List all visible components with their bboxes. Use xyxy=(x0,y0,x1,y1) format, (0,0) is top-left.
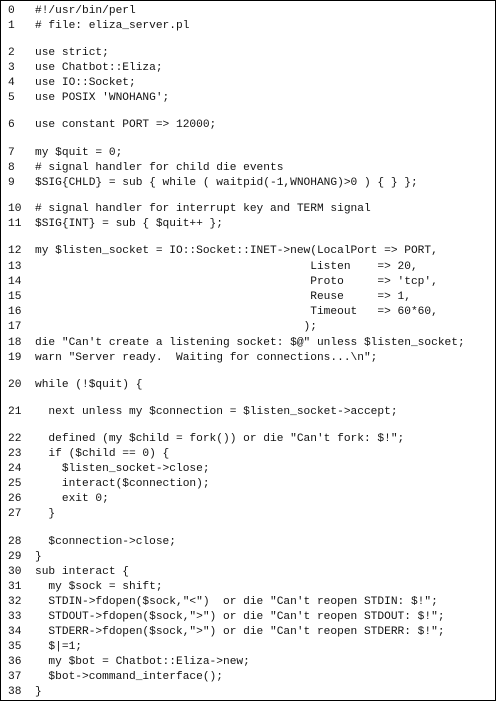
line-number: 2 xyxy=(8,47,15,59)
code-line xyxy=(1,175,495,192)
code-text: my $sock = shift; xyxy=(35,581,163,593)
line-number: 10 xyxy=(8,203,22,215)
code-text: #!/usr/bin/perl xyxy=(35,5,136,17)
code-text: next unless my $connection = $listen_socket->accept; xyxy=(35,406,398,418)
code-text: Listen => 20, xyxy=(35,261,418,273)
code-text: STDIN->fdopen($sock,"<") or die "Can't reopen STDIN: $!"; xyxy=(35,596,438,608)
line-number: 4 xyxy=(8,77,15,89)
line-number: 8 xyxy=(8,162,15,174)
line-number: 29 xyxy=(8,551,22,563)
code-text: my $listen_socket = IO::Socket::INET->new(LocalPort => PORT, xyxy=(35,245,438,257)
code-text: Timeout => 60*60, xyxy=(35,306,438,318)
code-text: use POSIX 'WNOHANG'; xyxy=(35,92,170,104)
code-line xyxy=(1,18,495,35)
line-number: 28 xyxy=(8,536,22,548)
line-number: 19 xyxy=(8,352,22,364)
code-text: use constant PORT => 12000; xyxy=(35,119,217,131)
line-number: 26 xyxy=(8,493,22,505)
line-number: 5 xyxy=(8,92,15,104)
code-text: my $quit = 0; xyxy=(35,147,123,159)
code-text: use Chatbot::Eliza; xyxy=(35,62,163,74)
code-line xyxy=(1,216,495,233)
code-text: $|=1; xyxy=(35,641,82,653)
line-number: 16 xyxy=(8,306,22,318)
code-text: exit 0; xyxy=(35,493,109,505)
line-number: 38 xyxy=(8,686,22,698)
code-line xyxy=(1,350,495,367)
code-text: die "Can't create a listening socket: $@" unless $listen_socket; xyxy=(35,337,465,349)
line-number: 14 xyxy=(8,276,22,288)
line-number: 23 xyxy=(8,448,22,460)
line-number: 36 xyxy=(8,656,22,668)
code-text: while (!$quit) { xyxy=(35,379,143,391)
line-number: 12 xyxy=(8,245,22,257)
line-number: 13 xyxy=(8,261,22,273)
code-line xyxy=(1,684,495,701)
line-number: 37 xyxy=(8,671,22,683)
code-line xyxy=(1,506,495,523)
code-text: Reuse => 1, xyxy=(35,291,411,303)
line-number: 9 xyxy=(8,177,15,189)
line-number: 21 xyxy=(8,406,22,418)
line-number: 0 xyxy=(8,5,15,17)
code-line xyxy=(1,319,495,336)
code-text: # signal handler for child die events xyxy=(35,162,284,174)
code-text: use IO::Socket; xyxy=(35,77,136,89)
line-number: 18 xyxy=(8,337,22,349)
line-number: 11 xyxy=(8,218,22,230)
code-text: interact($connection); xyxy=(35,478,210,490)
code-text: STDERR->fdopen($sock,">") or die "Can't reopen STDERR: $!"; xyxy=(35,626,445,638)
line-number: 35 xyxy=(8,641,22,653)
line-number: 17 xyxy=(8,321,22,333)
line-number: 6 xyxy=(8,119,15,131)
line-number: 24 xyxy=(8,463,22,475)
code-text: $bot->command_interface(); xyxy=(35,671,223,683)
line-number: 1 xyxy=(8,20,15,32)
code-line xyxy=(1,377,495,394)
line-number: 33 xyxy=(8,611,22,623)
code-text: # signal handler for interrupt key and TERM signal xyxy=(35,203,371,215)
line-number: 32 xyxy=(8,596,22,608)
code-text: Proto => 'tcp', xyxy=(35,276,438,288)
line-number: 20 xyxy=(8,379,22,391)
code-text: } xyxy=(35,686,42,698)
line-number: 31 xyxy=(8,581,22,593)
code-text: defined (my $child = fork()) or die "Can't fork: $!"; xyxy=(35,433,405,445)
code-text: } xyxy=(35,551,42,563)
line-number: 34 xyxy=(8,626,22,638)
line-number: 15 xyxy=(8,291,22,303)
code-line xyxy=(1,90,495,107)
line-number: 27 xyxy=(8,508,22,520)
code-text: my $bot = Chatbot::Eliza->new; xyxy=(35,656,250,668)
code-text: sub interact { xyxy=(35,566,129,578)
code-line xyxy=(1,404,495,421)
line-number: 22 xyxy=(8,433,22,445)
code-text: $connection->close; xyxy=(35,536,176,548)
code-text: # file: eliza_server.pl xyxy=(35,20,190,32)
code-text: STDOUT->fdopen($sock,">") or die "Can't reopen STDOUT: $!"; xyxy=(35,611,445,623)
code-text: $SIG{INT} = sub { $quit++ }; xyxy=(35,218,223,230)
line-number: 30 xyxy=(8,566,22,578)
code-text: if ($child == 0) { xyxy=(35,448,170,460)
code-text: $listen_socket->close; xyxy=(35,463,210,475)
code-text: } xyxy=(35,508,56,520)
code-text: use strict; xyxy=(35,47,109,59)
code-text: warn "Server ready. Waiting for connections...\n"; xyxy=(35,352,378,364)
code-text: $SIG{CHLD} = sub { while ( waitpid(-1,WNOHANG)>0 ) { } }; xyxy=(35,177,418,189)
code-line xyxy=(1,117,495,134)
code-text: ); xyxy=(35,321,317,333)
line-number: 3 xyxy=(8,62,15,74)
line-number: 25 xyxy=(8,478,22,490)
code-line xyxy=(1,243,495,260)
line-number: 7 xyxy=(8,147,15,159)
